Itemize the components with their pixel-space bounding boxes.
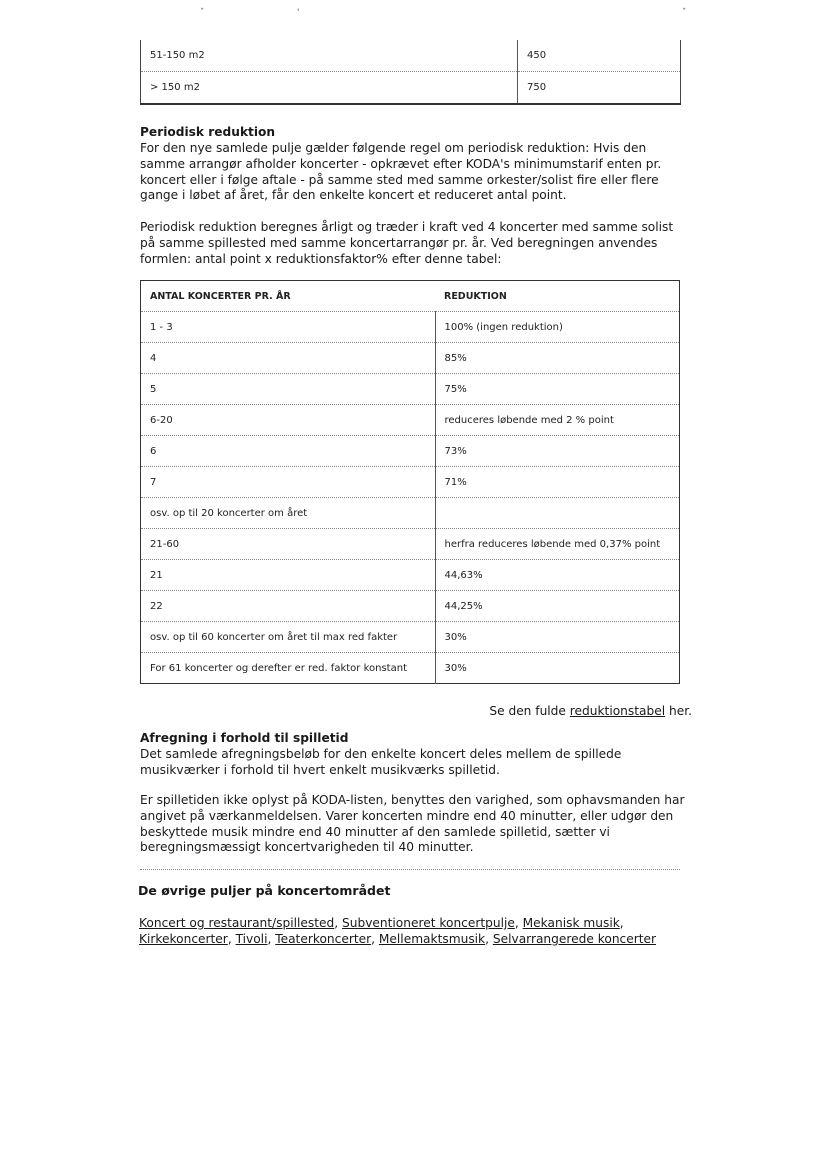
pool-link[interactable]: Mekanisk musik — [522, 916, 620, 930]
reduction-cell: 44,25% — [435, 591, 680, 622]
scan-mark: ˇ — [200, 8, 205, 18]
reduction-cell: 75% — [435, 374, 680, 405]
concert-count-cell: 6 — [141, 436, 436, 467]
concert-count-cell: 4 — [141, 343, 436, 374]
reduction-table — [140, 280, 680, 684]
paragraph: Er spilletiden ikke oplyst på KODA-listen, benyttes den varighed, som ophavsmanden har angivet på værkanmeldelsen. Varer koncerten mindre end 40 minutter, eller udgør den beskyttede musik mindre end 40 minutter af den samlede spilletid, sætter vi beregningsmæssigt koncertvarigheden til 40 minutter. — [140, 793, 685, 855]
reduction-cell: 71% — [435, 467, 680, 498]
section-heading: Afregning i forhold til spilletid — [140, 731, 349, 745]
pool-link[interactable]: Selvarrangerede koncerter — [492, 932, 657, 946]
table-row — [141, 498, 680, 529]
paragraph: For den nye samlede pulje gælder følgende regel om periodisk reduktion: Hvis den samme arrangør afholder koncerter - opkrævet efter KODA's minimumstarif enten pr. koncert eller i følge aftale - på samme sted med samme orkester/solist fire eller flere gange i løbet af året, får den enkelte koncert et reduceret antal point. — [140, 141, 662, 203]
reduction-cell: 30% — [444, 662, 467, 674]
reduction-cell: 73% — [435, 436, 680, 467]
table-row — [141, 72, 681, 105]
divider — [140, 869, 680, 870]
concert-count-cell: 1 - 3 — [141, 312, 436, 343]
concert-count-cell: 22 — [141, 591, 436, 622]
table-row — [141, 622, 680, 653]
table-row — [141, 436, 680, 467]
pool-link[interactable]: Teaterkoncerter — [275, 932, 372, 946]
table-row — [141, 529, 680, 560]
concert-count-cell: 5 — [141, 374, 436, 405]
table-row — [141, 312, 680, 343]
pool-link[interactable]: Mellemaktsmusik — [378, 932, 486, 946]
reduction-cell: 100% (ingen reduktion) — [435, 312, 680, 343]
paragraph: Periodisk reduktion beregnes årligt og træder i kraft ved 4 koncerter med samme solist på samme spillested med samme koncertarrangør pr. år. Ved beregningen anvendes formlen: antal point x reduktionsfaktor% efter denne tabel: — [140, 220, 674, 266]
table-row — [141, 343, 680, 374]
concert-count-cell: For 61 koncerter og derefter er red. faktor konstant — [141, 653, 436, 684]
table-row — [141, 560, 680, 591]
section-heading: Periodisk reduktion — [140, 125, 276, 139]
full-table-note — [489, 704, 692, 718]
column-header: ANTAL KONCERTER PR. ÅR — [141, 281, 436, 312]
clipped-top-line — [0, 8, 828, 22]
points-cell: 450 — [518, 40, 681, 72]
other-pools-links: Koncert og restaurant/spillested, Subventioneret koncertpulje, Mekanisk musik, Kirkekoncerter, Tivoli, Teaterkoncerter, Mellemaktsmusik, Selvarrangerede koncerter — [139, 916, 657, 946]
points-cell: 750 — [527, 82, 547, 93]
table-row — [141, 40, 681, 72]
table-row — [141, 467, 680, 498]
concert-count-cell: osv. op til 20 koncerter om året — [141, 498, 436, 529]
concert-count-cell: osv. op til 60 koncerter om året til max red fakter — [141, 622, 436, 653]
scan-mark: ' — [297, 8, 300, 18]
area-cell: > 150 m2 — [141, 72, 518, 105]
note-text: Se den fulde — [489, 704, 570, 718]
pool-link[interactable]: Kirkekoncerter — [139, 932, 228, 946]
scan-mark: ˇ — [682, 8, 687, 18]
reduction-table-body — [141, 312, 680, 684]
other-pools-title: De øvrige puljer på koncertområdet — [138, 883, 391, 898]
paragraph: Det samlede afregningsbeløb for den enkelte koncert deles mellem de spillede musikværker i forhold til hvert enkelt musikværks spilletid. — [140, 747, 622, 777]
concert-count-cell: 7 — [141, 467, 436, 498]
reduction-cell: 85% — [435, 343, 680, 374]
table-row — [141, 591, 680, 622]
reduction-cell: 44,63% — [435, 560, 680, 591]
reduction-cell: reduceres løbende med 2 % point — [435, 405, 680, 436]
reduktionstabel-link[interactable]: reduktionstabel — [569, 704, 666, 718]
table-row — [141, 653, 680, 684]
area-cell: 51-150 m2 — [141, 40, 518, 72]
reduction-cell: 30% — [435, 622, 680, 653]
reduction-cell — [435, 498, 680, 529]
pool-link[interactable]: Subventioneret koncertpulje — [342, 916, 515, 930]
concert-count-cell: 21-60 — [141, 529, 436, 560]
reduction-cell: herfra reduceres løbende med 0,37% point — [435, 529, 680, 560]
pool-link[interactable]: Koncert og restaurant/spillested — [139, 916, 335, 930]
area-points-table — [140, 40, 681, 105]
table-row — [141, 374, 680, 405]
column-header: REDUKTION — [435, 281, 680, 312]
concert-count-cell: 6-20 — [141, 405, 436, 436]
table-row — [141, 405, 680, 436]
concert-count-cell: 21 — [141, 560, 436, 591]
note-text: her. — [665, 704, 692, 718]
pool-link[interactable]: Tivoli — [235, 932, 268, 946]
table-header-row — [141, 281, 680, 312]
